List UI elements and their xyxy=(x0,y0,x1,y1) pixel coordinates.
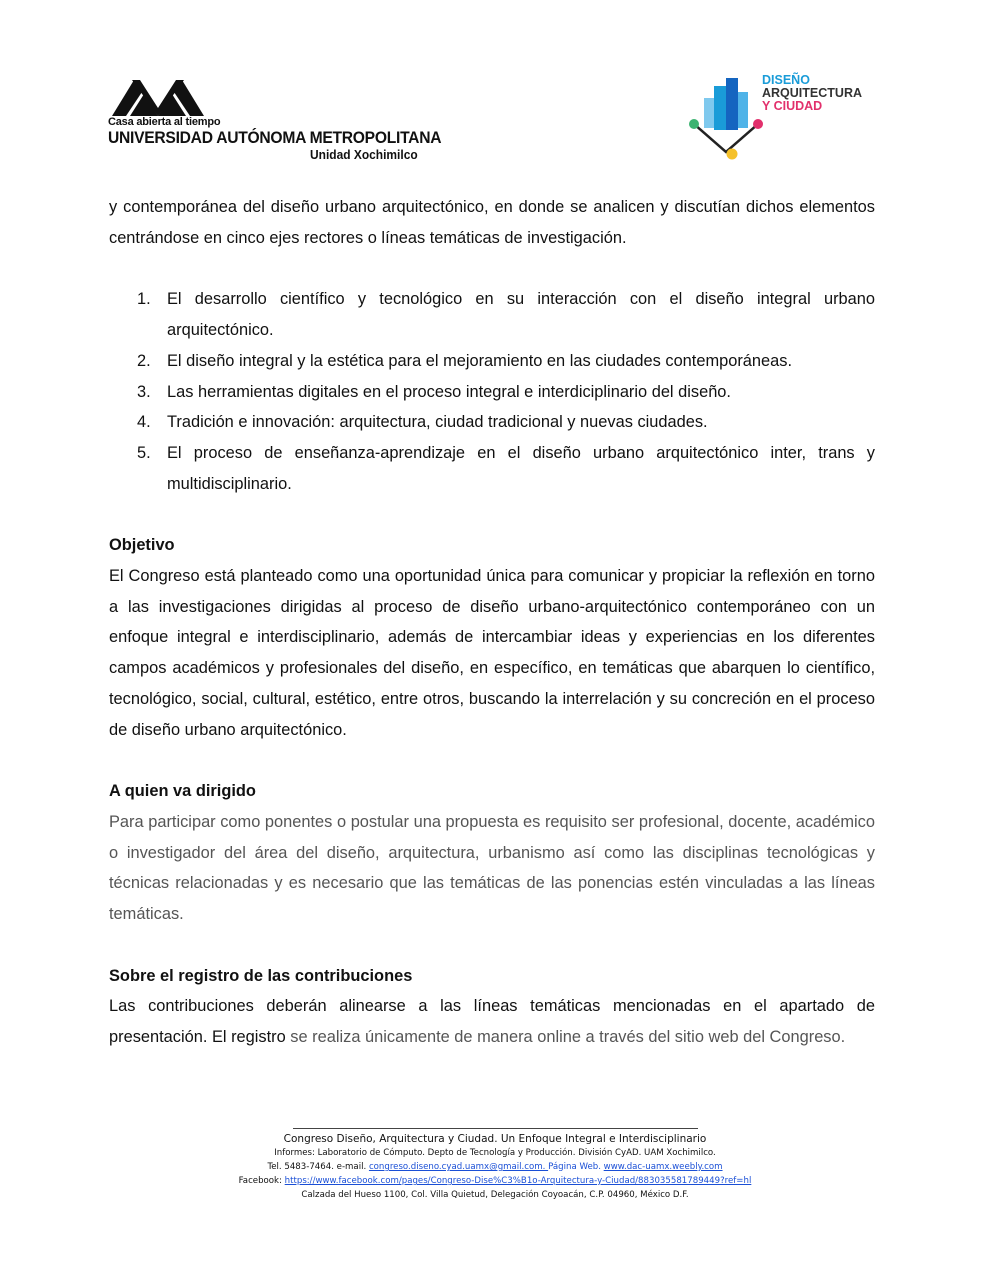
document-body xyxy=(109,192,875,1053)
facebook-link[interactable]: https://www.facebook.com/pages/Congreso-Dise%C3%B1o-Arquitectura-y-Ciudad/883035581789449?ref=hl xyxy=(284,1176,752,1186)
dac-title-line1: DISEÑO xyxy=(762,73,810,87)
dirigido-heading: A quien va dirigido xyxy=(109,782,256,801)
dirigido-paragraph: Para participar como ponentes o postular una propuesta es requisito ser profesional, docente, académico o investigador del área del diseño, arquitectura, urbanismo así como las disciplinas tecnológicas y técnicas relacionadas y es necesario que las temáticas de las ponencias estén vinculadas a las líneas temáticas. xyxy=(109,812,875,924)
email-link[interactable]: congreso.diseno.cyad.uamx@gmail.com. xyxy=(368,1162,549,1172)
list-item: 4. Tradición e innovación: arquitectura, ciudad tradicional y nuevas ciudades. xyxy=(137,413,708,432)
uam-unit: Unidad Xochimilco xyxy=(310,147,418,162)
list-item: 1. El desarrollo científico y tecnológico en su interacción con el diseño integral urbano arquitectónico. xyxy=(137,290,875,340)
footer-divider xyxy=(293,1128,698,1129)
themes-list xyxy=(109,284,875,499)
uam-logo xyxy=(108,74,442,166)
objetivo-paragraph: El Congreso está planteado como una oportunidad única para comunicar y propiciar la reflexión en torno a las investigaciones dirigidas al proceso de diseño urbano-arquitectónico contemporáneo con un enfoque integral e interdisciplinario, además de intercambiar ideas y experiencias en los diferentes campos académicos y profesionales del diseño, en específico, en temáticas que abarquen lo científico, tecnológico, social, cultural, estético, entre otros, buscando la interrelación y su concreción en el proceso de diseño urbano arquitectónico. xyxy=(109,567,875,739)
uam-tagline: Casa abierta al tiempo xyxy=(108,116,221,128)
registro-paragraph: Las contribuciones deberán alinearse a las líneas temáticas mencionadas en el apartado de presentación. El registro se realiza únicamente de manera online a través del sitio web del Congreso. xyxy=(109,997,875,1047)
footer-title: Congreso Diseño, Arquitectura y Ciudad. Un Enfoque Integral e Interdisciplinario xyxy=(283,1133,707,1145)
footer-address: Calzada del Hueso 1100, Col. Villa Quietud, Delegación Coyoacán, C.P. 04960, México D.F. xyxy=(301,1190,689,1200)
footer-contact: Tel. 5483-7464. e-mail. congreso.diseno.cyad.uamx@gmail.com. Página Web. www.dac-uamx.weebly.com xyxy=(267,1162,723,1172)
footer-informes: Informes: Laboratorio de Cómputo. Depto de Tecnología y Producción. División CyAD. UAM Xochimilco. xyxy=(274,1148,716,1158)
dac-title-line2: ARQUITECTURA xyxy=(762,86,862,100)
dac-logo xyxy=(686,70,876,165)
list-item: 5. El proceso de enseñanza-aprendizaje en el diseño urbano arquitectónico inter, trans y multidisciplinario. xyxy=(137,443,875,493)
city-buildings-icon xyxy=(686,70,766,165)
list-item: 2. El diseño integral y la estética para el mejoramiento en las ciudades contemporáneas. xyxy=(137,351,793,370)
uam-emblem-icon xyxy=(112,74,204,116)
objetivo-heading: Objetivo xyxy=(109,536,175,555)
intro-paragraph: y contemporánea del diseño urbano arquitectónico, en donde se analicen y discutían dichos elementos centrándose en cinco ejes rectores o líneas temáticas de investigación. xyxy=(109,198,875,247)
footer-facebook: Facebook: https://www.facebook.com/pages/Congreso-Dise%C3%B1o-Arquitectura-y-Ciudad/883035581789449?ref=hl xyxy=(238,1176,752,1186)
dac-title-line3: Y CIUDAD xyxy=(762,99,823,113)
website-link[interactable]: www.dac-uamx.weebly.com xyxy=(603,1162,723,1172)
page-footer xyxy=(0,1119,990,1202)
registro-heading: Sobre el registro de las contribuciones xyxy=(109,966,413,985)
uam-name: UNIVERSIDAD AUTÓNOMA METROPOLITANA xyxy=(108,128,442,147)
list-item: 3. Las herramientas digitales en el proceso integral e interdiciplinario del diseño. xyxy=(137,382,731,401)
page-header xyxy=(0,0,990,180)
